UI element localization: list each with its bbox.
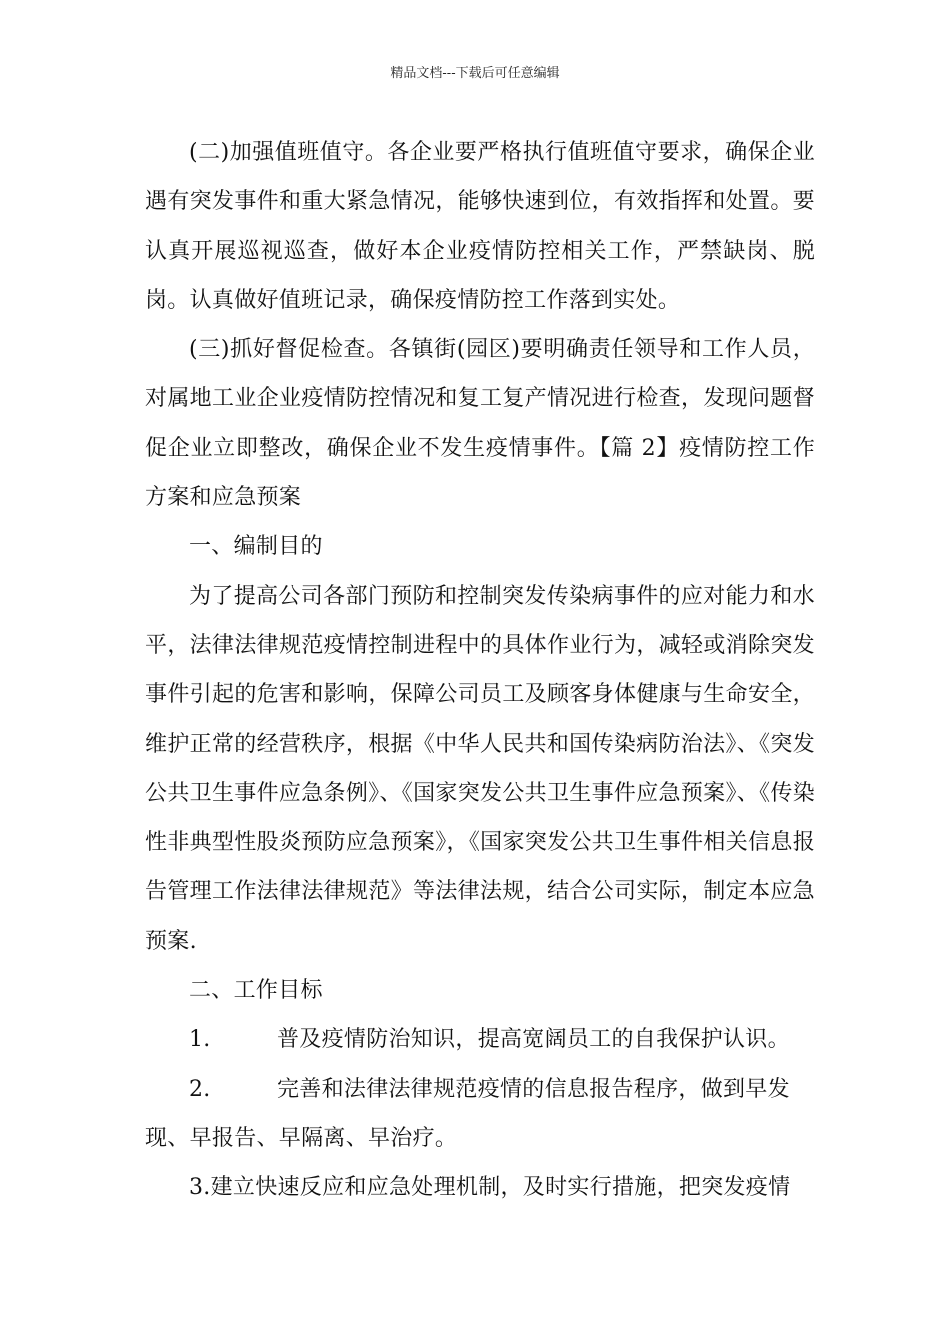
section-heading-purpose: 一、编制目的 xyxy=(189,534,323,560)
paragraph-supervision-inspection: (三)抓好督促检查。各镇街(园区)要明确责任领导和工作人员，对属地工业企业疫情防控情况和复工复产情况进行检查，发现问题督促企业立即整改，确保企业不发生疫情事件。【篇 2】疫情防控工作方案和应急预案 xyxy=(145,337,815,511)
list-item-number: 1. xyxy=(189,1027,211,1053)
paragraph-duty-watch: (二)加强值班值守。各企业要严格执行值班值守要求，确保企业遇有突发事件和重大紧急情况，能够快速到位，有效指挥和处置。要认真开展巡视巡查，做好本企业疫情防控相关工作，严禁缺岗、脱岗。认真做好值班记录，确保疫情防控工作落到实处。 xyxy=(145,140,815,313)
paragraph-purpose: 为了提高公司各部门预防和控制突发传染病事件的应对能力和水平，法律法律规范疫情控制进程中的具体作业行为，减轻或消除突发事件引起的危害和影响，保障公司员工及顾客身体健康与生命安全，维护正常的经营秩序，根据《中华人民共和国传染病防治法》、《突发公共卫生事件应急条例》、《国家突发公共卫生事件应急预案》、《传染性非典型性股炎预防应急预案》，《国家突发公共卫生事件相关信息报告管理工作法律法律规范》等法律法规，结合公司实际，制定本应急预案. xyxy=(145,583,815,954)
section-heading-goals: 二、工作目标 xyxy=(189,978,323,1004)
list-item-number: 2. xyxy=(189,1076,211,1102)
list-item-3: 3.建立快速反应和应急处理机制，及时实行措施，把突发疫情 xyxy=(189,1175,791,1201)
document-body xyxy=(145,128,815,1213)
list-item-1 xyxy=(145,1015,815,1064)
list-item-2 xyxy=(145,1065,815,1164)
page-header: 精品文档---下载后可任意编辑 xyxy=(390,66,560,81)
list-item-text: 普及疫情防治知识，提高宽阔员工的自我保护认识。 xyxy=(277,1027,790,1053)
list-item-text: 完善和法律法律规范疫情的信息报告程序，做到早发现、早报告、早隔离、早治疗。 xyxy=(145,1076,790,1151)
